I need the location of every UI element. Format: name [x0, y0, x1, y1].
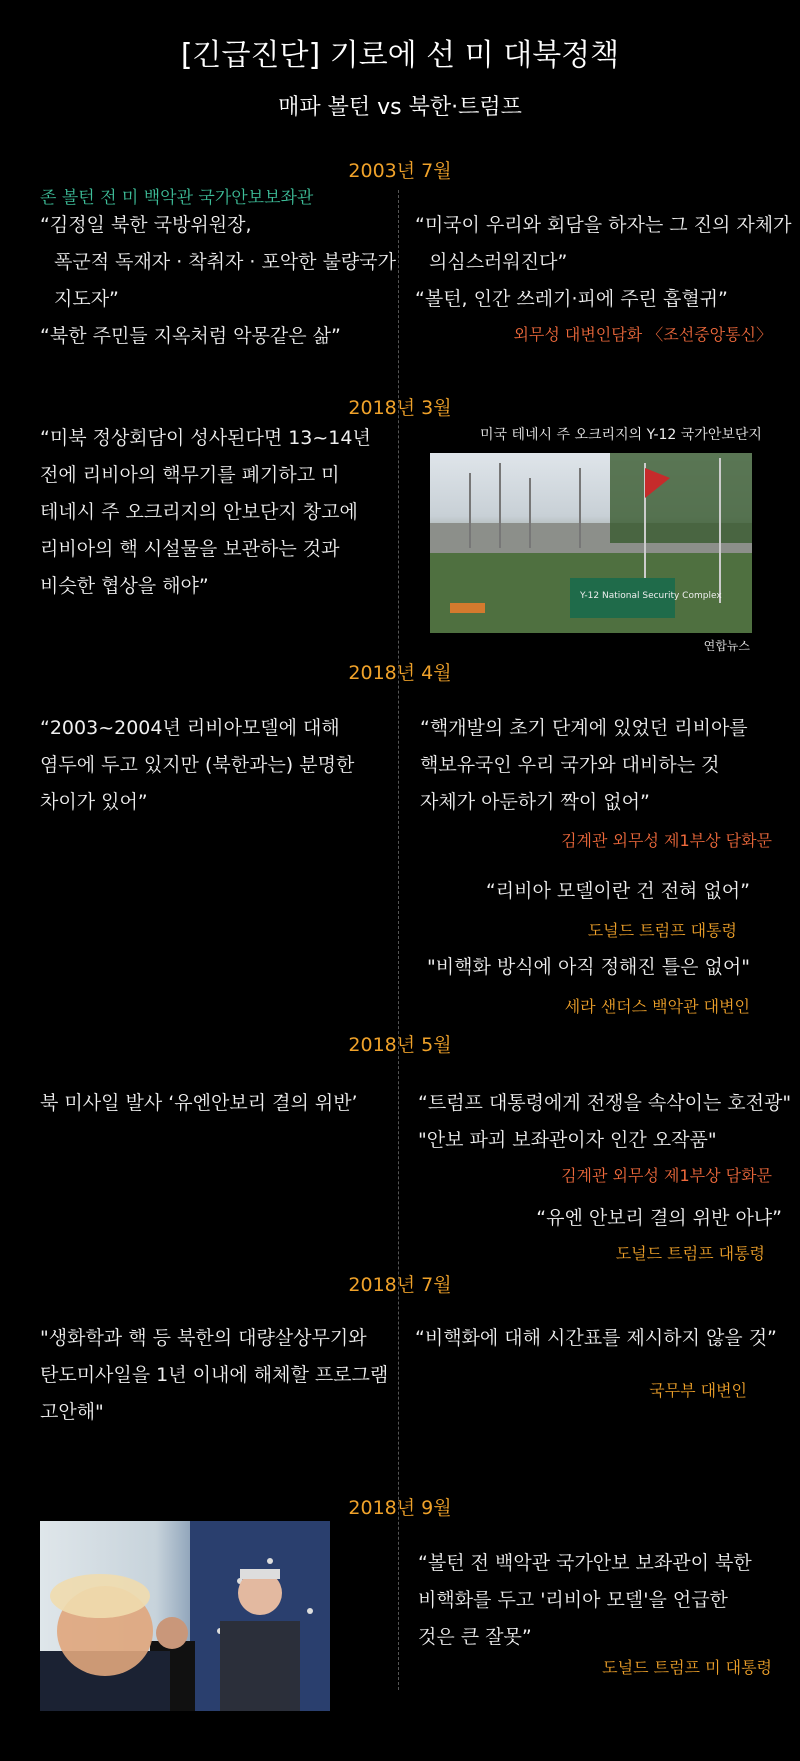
section-date: 2018년 4월 — [348, 662, 452, 684]
trump-bolton-photo — [40, 1521, 330, 1711]
quote-line: “볼턴 전 백악관 국가안보 보좌관이 북한 — [418, 1552, 752, 1574]
quote-line: 고안해" — [40, 1401, 104, 1423]
quote-source: 외무성 대변인담화 〈조선중앙통신〉 — [513, 325, 772, 344]
quote-line: 자체가 아둔하기 짝이 없어” — [420, 791, 650, 813]
section-date: 2018년 9월 — [348, 1497, 452, 1519]
photo-credit: 연합뉴스 — [703, 639, 750, 653]
left-quote — [40, 420, 400, 605]
right-quote: "비핵화 방식에 아직 정해진 틀은 없어" — [427, 956, 750, 978]
quote-source: 김계관 외무성 제1부상 담화문 — [561, 1166, 772, 1185]
quote-line: 차이가 있어” — [40, 791, 148, 813]
right-quote: “유엔 안보리 결의 위반 아냐” — [536, 1207, 782, 1229]
quote-line: 폭군적 독재자 · 착취자 · 포악한 불량국가 — [54, 251, 396, 273]
quote-line: 것은 큰 잘못” — [418, 1626, 532, 1648]
quote-source: 도널드 트럼프 미 대통령 — [602, 1658, 772, 1677]
quote-line: “비핵화에 대해 시간표를 제시하지 않을 것” — [415, 1327, 777, 1349]
left-quote — [40, 710, 400, 821]
quote-line: 테네시 주 오크리지의 안보단지 창고에 — [40, 501, 358, 523]
quote-line: "안보 파괴 보좌관이자 인간 오작품" — [418, 1129, 717, 1151]
quote-line: “볼턴, 인간 쓰레기·피에 주린 흡혈귀” — [415, 288, 728, 310]
section-date: 2018년 5월 — [348, 1034, 452, 1056]
left-quote — [40, 207, 400, 355]
quote-source: 김계관 외무성 제1부상 담화문 — [561, 831, 772, 850]
quote-line: “핵개발의 초기 단계에 있었던 리비아를 — [420, 717, 748, 739]
quote-line: 탄도미사일을 1년 이내에 해체할 프로그램 — [40, 1364, 389, 1386]
section-date: 2018년 7월 — [348, 1274, 452, 1296]
right-quote — [420, 710, 785, 821]
section-date: 2003년 7월 — [348, 160, 452, 182]
quote-line: 의심스러워진다” — [429, 251, 568, 273]
quote-line: 비핵화를 두고 '리비아 모델'을 언급한 — [418, 1589, 728, 1611]
left-quote — [40, 1320, 400, 1431]
quote-line: “북한 주민들 지옥처럼 악몽같은 삶” — [40, 325, 341, 347]
quote-line: "생화학과 핵 등 북한의 대량살상무기와 — [40, 1327, 367, 1349]
photo-caption: 미국 테네시 주 오크리지의 Y-12 국가안보단지 — [480, 427, 762, 443]
quote-line: 리비아의 핵 시설물을 보관하는 것과 — [40, 538, 340, 560]
speaker-label: 존 볼턴 전 미 백악관 국가안보보좌관 — [40, 188, 314, 208]
quote-line: “2003~2004년 리비아모델에 대해 — [40, 717, 340, 739]
quote-line: 비슷한 협상을 해야” — [40, 575, 209, 597]
quote-source: 도널드 트럼프 대통령 — [615, 1244, 765, 1263]
quote-line: 전에 리비아의 핵무기를 폐기하고 미 — [40, 464, 340, 486]
section-date: 2018년 3월 — [348, 397, 452, 419]
quote-line: “김정일 북한 국방위원장, — [40, 214, 252, 236]
right-quote — [415, 1320, 780, 1357]
right-quote — [418, 1085, 792, 1159]
quote-source: 도널드 트럼프 대통령 — [587, 921, 737, 940]
page-subtitle: 매파 볼턴 vs 북한·트럼프 — [278, 95, 522, 120]
left-quote — [40, 1085, 400, 1122]
quote-line: 북 미사일 발사 ‘유엔안보리 결의 위반’ — [40, 1092, 358, 1114]
right-quote — [418, 1545, 783, 1656]
quote-source: 세라 샌더스 백악관 대변인 — [564, 997, 750, 1016]
quote-line: “미북 정상회담이 성사된다면 13~14년 — [40, 427, 371, 449]
quote-line: “미국이 우리와 회담을 하자는 그 진의 자체가 — [415, 214, 792, 236]
right-quote: “리비아 모델이란 건 전혀 없어” — [485, 880, 750, 902]
right-quote — [415, 207, 792, 318]
photo-sign: Y-12 National Security Complex — [580, 591, 722, 601]
quote-line: 핵보유국인 우리 국가와 대비하는 것 — [420, 754, 720, 776]
page-title: [긴급진단] 기로에 선 미 대북정책 — [180, 38, 620, 73]
quote-line: 지도자” — [54, 288, 119, 310]
quote-line: “트럼프 대통령에게 전쟁을 속삭이는 호전광" — [418, 1092, 792, 1114]
quote-source: 국무부 대변인 — [649, 1381, 747, 1400]
y12-complex-photo — [430, 453, 752, 633]
quote-line: 염두에 두고 있지만 (북한과는) 분명한 — [40, 754, 355, 776]
